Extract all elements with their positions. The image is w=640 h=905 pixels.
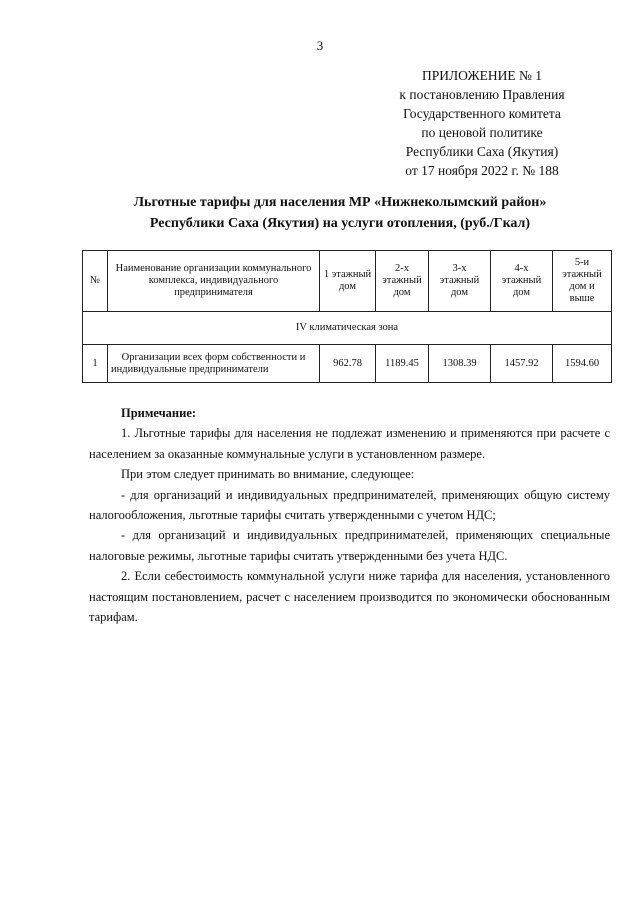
- appendix-line: Государственного комитета: [403, 106, 561, 121]
- note-paragraph: - для организаций и индивидуальных предпринимателей, применяющих специальные налоговые режимы, льготные тарифы считать утвержденными без учета НДС.: [89, 528, 610, 563]
- note-paragraph: 2. Если себестоимость коммунальной услуги ниже тарифа для населения, установленного настоящим постановлением, расчет с населением производится по экономически обоснованным тарифам.: [89, 569, 610, 625]
- appendix-block: [376, 66, 588, 180]
- note-paragraph: - для организаций и индивидуальных предпринимателей, применяющих общую систему налогообложения, льготные тарифы считать утвержденными с учетом НДС;: [89, 487, 610, 523]
- header-cell-1-floor: 1 этажный дом: [320, 251, 376, 312]
- table-header-row: [83, 251, 612, 312]
- notes-heading: Примечание:: [121, 406, 197, 420]
- row-number-cell: 1: [83, 345, 108, 383]
- table-row: [83, 345, 612, 383]
- note-paragraph: При этом следует принимать во внимание, следующее:: [121, 467, 415, 482]
- title-line-1: Льготные тарифы для населения МР «Нижнеколымский район»: [133, 195, 547, 210]
- row-value-3-floor: 1308.39: [429, 345, 491, 383]
- appendix-line: к постановлению Правления: [399, 87, 565, 102]
- climate-zone-cell: IV климатическая зона: [83, 312, 612, 345]
- appendix-line: Республики Саха (Якутия): [405, 144, 559, 159]
- header-cell-organization: Наименование организации коммунального комплекса, индивидуального предпринимателя: [108, 251, 320, 312]
- row-value-2-floor: 1189.45: [376, 345, 429, 383]
- document-title: [60, 192, 620, 234]
- tariffs-table: [82, 250, 612, 383]
- row-value-4-floor: 1457.92: [491, 345, 553, 383]
- row-value-5-floor: 1594.60: [553, 345, 612, 383]
- appendix-line: по ценовой политике: [421, 125, 543, 140]
- header-cell-3-floor: 3-х этажный дом: [429, 251, 491, 312]
- note-paragraph: 1. Льготные тарифы для населения не подлежат изменению и применяются при расчете с населением за оказанные коммунальные услуги в установленном размере.: [89, 426, 610, 461]
- row-value-1-floor: 962.78: [320, 345, 376, 383]
- appendix-line: от 17 ноября 2022 г. № 188: [405, 163, 559, 178]
- header-cell-4-floor: 4-х этажный дом: [491, 251, 553, 312]
- header-cell-number: №: [83, 251, 108, 312]
- notes-section: [89, 403, 610, 627]
- title-line-2: Республики Саха (Якутия) на услуги отопления, (руб./Гкал): [149, 216, 531, 231]
- climate-zone-row: [83, 312, 612, 345]
- appendix-line: ПРИЛОЖЕНИЕ № 1: [421, 68, 543, 83]
- row-organization-cell: Организации всех форм собственности и индивидуальные предприниматели: [108, 345, 320, 383]
- header-cell-5-floor: 5-и этажный дом и выше: [553, 251, 612, 312]
- header-cell-2-floor: 2-х этажный дом: [376, 251, 429, 312]
- page-number: 3: [316, 38, 324, 53]
